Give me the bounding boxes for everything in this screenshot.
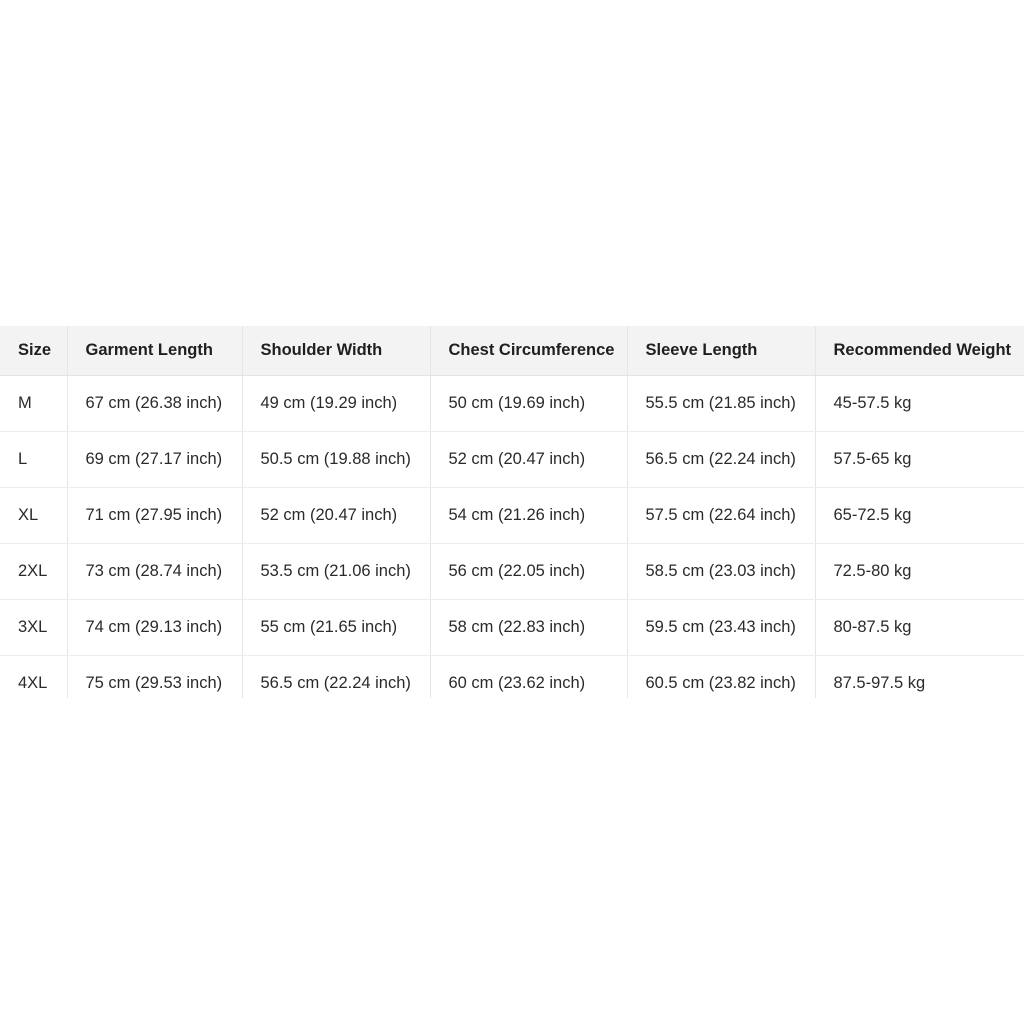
cell-chest-circumference: 52 cm (20.47 inch) xyxy=(430,432,627,488)
cell-garment-length: 69 cm (27.17 inch) xyxy=(67,432,242,488)
table-row xyxy=(0,488,1024,544)
cell-garment-length: 73 cm (28.74 inch) xyxy=(67,544,242,600)
cell-chest-circumference: 60 cm (23.62 inch) xyxy=(430,656,627,699)
cell-chest-circumference: 50 cm (19.69 inch) xyxy=(430,376,627,432)
cell-chest-circumference: 58 cm (22.83 inch) xyxy=(430,600,627,656)
size-chart-table xyxy=(0,326,1024,698)
header-sleeve-length: Sleeve Length xyxy=(627,326,815,376)
cell-size: 4XL xyxy=(0,656,67,699)
cell-shoulder-width: 53.5 cm (21.06 inch) xyxy=(242,544,430,600)
cell-sleeve-length: 57.5 cm (22.64 inch) xyxy=(627,488,815,544)
cell-recommended-weight: 65-72.5 kg xyxy=(815,488,1024,544)
header-shoulder-width: Shoulder Width xyxy=(242,326,430,376)
table-row xyxy=(0,656,1024,699)
header-garment-length: Garment Length xyxy=(67,326,242,376)
cell-shoulder-width: 49 cm (19.29 inch) xyxy=(242,376,430,432)
cell-chest-circumference: 54 cm (21.26 inch) xyxy=(430,488,627,544)
cell-garment-length: 67 cm (26.38 inch) xyxy=(67,376,242,432)
cell-size: 2XL xyxy=(0,544,67,600)
header-recommended-weight: Recommended Weight xyxy=(815,326,1024,376)
cell-size: M xyxy=(0,376,67,432)
cell-size: XL xyxy=(0,488,67,544)
size-chart-container xyxy=(0,326,1024,698)
table-row xyxy=(0,376,1024,432)
cell-chest-circumference: 56 cm (22.05 inch) xyxy=(430,544,627,600)
cell-shoulder-width: 56.5 cm (22.24 inch) xyxy=(242,656,430,699)
cell-shoulder-width: 52 cm (20.47 inch) xyxy=(242,488,430,544)
cell-recommended-weight: 87.5-97.5 kg xyxy=(815,656,1024,699)
cell-sleeve-length: 60.5 cm (23.82 inch) xyxy=(627,656,815,699)
header-chest-circumference: Chest Circumference xyxy=(430,326,627,376)
table-row xyxy=(0,432,1024,488)
cell-recommended-weight: 72.5-80 kg xyxy=(815,544,1024,600)
cell-sleeve-length: 59.5 cm (23.43 inch) xyxy=(627,600,815,656)
cell-garment-length: 74 cm (29.13 inch) xyxy=(67,600,242,656)
cell-recommended-weight: 57.5-65 kg xyxy=(815,432,1024,488)
cell-recommended-weight: 45-57.5 kg xyxy=(815,376,1024,432)
cell-shoulder-width: 55 cm (21.65 inch) xyxy=(242,600,430,656)
cell-garment-length: 75 cm (29.53 inch) xyxy=(67,656,242,699)
cell-garment-length: 71 cm (27.95 inch) xyxy=(67,488,242,544)
cell-sleeve-length: 55.5 cm (21.85 inch) xyxy=(627,376,815,432)
cell-recommended-weight: 80-87.5 kg xyxy=(815,600,1024,656)
cell-shoulder-width: 50.5 cm (19.88 inch) xyxy=(242,432,430,488)
cell-size: 3XL xyxy=(0,600,67,656)
cell-sleeve-length: 56.5 cm (22.24 inch) xyxy=(627,432,815,488)
header-size: Size xyxy=(0,326,67,376)
table-row xyxy=(0,600,1024,656)
table-header-row xyxy=(0,326,1024,376)
cell-sleeve-length: 58.5 cm (23.03 inch) xyxy=(627,544,815,600)
cell-size: L xyxy=(0,432,67,488)
table-row xyxy=(0,544,1024,600)
